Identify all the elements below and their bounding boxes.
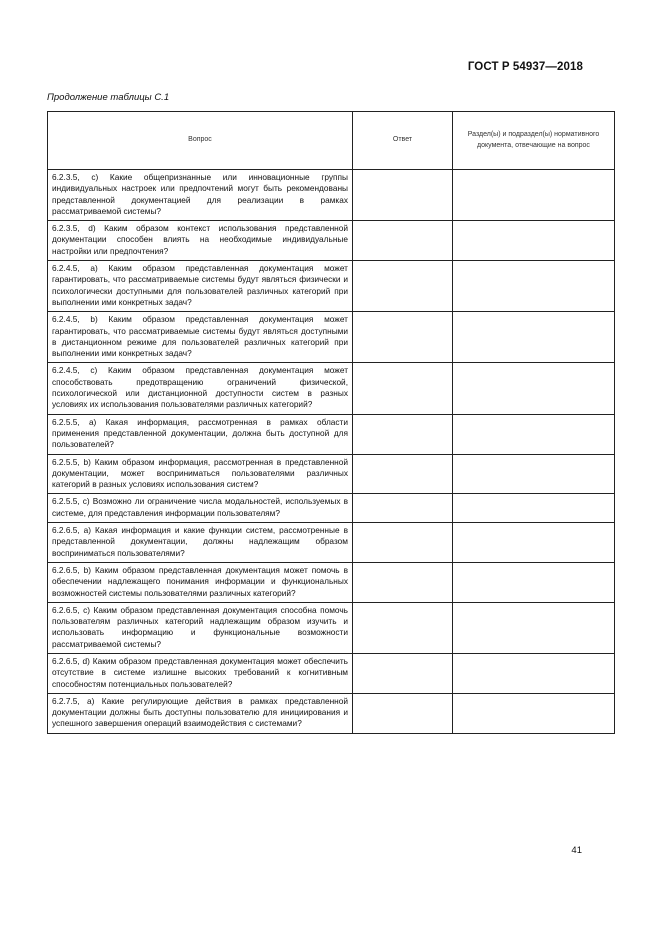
sections-cell [453, 261, 615, 312]
answer-cell [353, 454, 453, 494]
table-row [48, 261, 615, 312]
sections-cell [453, 693, 615, 733]
question-cell: 6.2.6.5, а) Какая информация и какие функции систем, рассмотренные в представленной документации, должны надлежащим образом восприниматься пользователями? [48, 523, 353, 563]
sections-cell [453, 523, 615, 563]
answer-cell [353, 261, 453, 312]
question-cell: 6.2.6.5, b) Каким образом представленная документация может помочь в обеспечении надлежащего понимания информации и функциональных возможностей системы пользователями различных категорий? [48, 562, 353, 602]
table-row [48, 454, 615, 494]
table-continuation-label: Продолжение таблицы С.1 [47, 92, 170, 103]
sections-cell [453, 562, 615, 602]
table-row [48, 312, 615, 363]
answer-cell [353, 170, 453, 221]
sections-cell [453, 494, 615, 523]
table-row [48, 693, 615, 733]
answer-cell [353, 653, 453, 693]
question-cell: 6.2.6.5, d) Каким образом представленная документация может обеспечить отсутствие в системе излишне высоких требований к когнитивным способностям потенциальных пользователей? [48, 653, 353, 693]
questions-table [47, 111, 615, 734]
question-cell: 6.2.4.5, с) Каким образом представленная документация может способствовать предотвращению ограничений физической, психологической или дистанционной доступности систем в разных условиях их использования пользователями различных категорий? [48, 363, 353, 414]
sections-cell [453, 312, 615, 363]
sections-cell [453, 363, 615, 414]
table-row [48, 494, 615, 523]
page-number: 41 [571, 845, 582, 856]
sections-cell [453, 170, 615, 221]
table-row [48, 523, 615, 563]
question-cell: 6.2.5.5, а) Какая информация, рассмотренная в рамках области применения представленной документации, должна быть доступной для пользователей? [48, 414, 353, 454]
answer-cell [353, 562, 453, 602]
answer-cell [353, 221, 453, 261]
table-row [48, 602, 615, 653]
answer-cell [353, 523, 453, 563]
answer-cell [353, 363, 453, 414]
question-cell: 6.2.5.5, с) Возможно ли ограничение числа модальностей, используемых в системе, для представления информации пользователям? [48, 494, 353, 523]
question-cell: 6.2.6.5, с) Каким образом представленная документация способна помочь пользователям различных категорий надлежащим образом изучить и использовать информацию и функциональные возможности рассматриваемой системы? [48, 602, 353, 653]
sections-cell [453, 454, 615, 494]
answer-cell [353, 693, 453, 733]
question-cell: 6.2.7.5, а) Какие регулирующие действия в рамках представленной документации должны быть доступны пользователю для инициирования и успешного завершения операций взаимодействия с системами? [48, 693, 353, 733]
question-cell: 6.2.4.5, b) Каким образом представленная документация может гарантировать, что рассматриваемые системы будут являться доступными в дистанционном режиме для пользователей различных категорий при выполнении ими конкретных задач? [48, 312, 353, 363]
table-row [48, 170, 615, 221]
question-cell: 6.2.3.5, с) Какие общепризнанные или инновационные группы индивидуальных настроек или предпочтений могут быть рекомендованы представленной документацией для реализации в рамках рассматриваемой системы? [48, 170, 353, 221]
sections-cell [453, 602, 615, 653]
standard-number: ГОСТ Р 54937—2018 [467, 61, 583, 73]
table-row [48, 653, 615, 693]
sections-cell [453, 653, 615, 693]
question-cell: 6.2.3.5, d) Каким образом контекст использования представленной документации способен влиять на необходимые индивидуальные настройки или предпочтения? [48, 221, 353, 261]
answer-cell [353, 602, 453, 653]
answer-cell [353, 312, 453, 363]
table-header-row [48, 112, 615, 170]
table-row [48, 363, 615, 414]
question-cell: 6.2.4.5, а) Каким образом представленная документация может гарантировать, что рассматриваемые системы будут являться физически и психологически доступными для пользователей различных категорий при выполнении ими конкретных задач? [48, 261, 353, 312]
column-header-sections: Раздел(ы) и подраздел(ы) нормативного документа, отвечающие на вопрос [453, 112, 615, 170]
sections-cell [453, 414, 615, 454]
table-row [48, 414, 615, 454]
column-header-answer: Ответ [353, 112, 453, 170]
table-row [48, 562, 615, 602]
sections-cell [453, 221, 615, 261]
answer-cell [353, 414, 453, 454]
table-row [48, 221, 615, 261]
answer-cell [353, 494, 453, 523]
question-cell: 6.2.5.5, b) Каким образом информация, рассмотренная в представленной документации, может восприниматься пользователями различных категорий в разных условиях использования систем? [48, 454, 353, 494]
column-header-question: Вопрос [48, 112, 353, 170]
